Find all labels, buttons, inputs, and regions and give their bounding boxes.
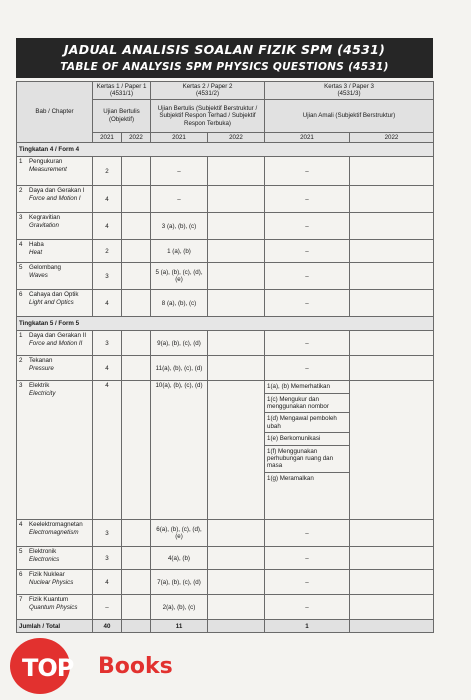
paper3-2021: –: [265, 263, 350, 290]
chapter-cell: [17, 381, 93, 520]
paper3-2021: –: [265, 595, 350, 620]
paper2-2021: 4(a), (b): [151, 547, 208, 570]
chapter-english: Force and Motion II: [29, 339, 83, 347]
chapter-english: Light and Optics: [29, 298, 74, 306]
paper2-2022: [208, 595, 265, 620]
chapter-malay: Daya dan Gerakan I: [29, 187, 85, 195]
paper3-2021: –: [265, 213, 350, 240]
paper2-2022: [208, 381, 265, 520]
chapter-english: Electricity: [29, 389, 56, 397]
chapter-number: 5: [19, 548, 23, 556]
paper3-2021: –: [265, 157, 350, 186]
paper2-2021: 5 (a), (b), (c), (d), (e): [151, 263, 208, 290]
chapter-row: [17, 520, 434, 547]
paper3-2022: [350, 240, 434, 263]
chapter-malay: Keelektromagnetan: [29, 521, 83, 529]
paper1-2022: [122, 381, 151, 520]
paper2-2021: 7(a), (b), (c), (d): [151, 570, 208, 595]
skill-item: 1(f) Menggunakan perhubungan ruang dan masa: [265, 446, 349, 473]
paper2-2022: [208, 547, 265, 570]
paper3-2022: [350, 356, 434, 381]
paper2-2021: –: [151, 157, 208, 186]
paper1-2022: [122, 356, 151, 381]
chapter-malay: Fizik Kuantum: [29, 596, 69, 604]
paper1-2022: [122, 290, 151, 317]
total-paper2: 11: [151, 620, 208, 633]
skill-item: 1(d) Mengawal pemboleh ubah: [265, 413, 349, 433]
paper3-2022: [350, 157, 434, 186]
paper1-2021: 4: [93, 213, 122, 240]
paper3-2022: [350, 331, 434, 356]
chapter-cell: [17, 595, 93, 620]
chapter-number: 5: [19, 264, 23, 272]
header-paper3: Kertas 3 / Paper 3 (4531/3): [265, 82, 434, 100]
paper3-2022: [350, 186, 434, 213]
paper1-2022: [122, 331, 151, 356]
chapter-malay: Fizik Nuklear: [29, 571, 65, 579]
chapter-number: 4: [19, 241, 23, 249]
paper1-2021: 3: [93, 263, 122, 290]
header-paper1: Kertas 1 / Paper 1 (4531/1): [93, 82, 151, 100]
chapter-cell: [17, 570, 93, 595]
paper1-2022: [122, 547, 151, 570]
paper2-2022: [208, 263, 265, 290]
paper1-2022: [122, 570, 151, 595]
chapter-cell: [17, 356, 93, 381]
paper1-2021: 4: [93, 381, 122, 520]
chapter-row: [17, 290, 434, 317]
chapter-row: [17, 157, 434, 186]
chapter-cell: [17, 290, 93, 317]
chapter-malay: Cahaya dan Optik: [29, 291, 79, 299]
chapter-english: Waves: [29, 271, 48, 279]
paper2-2022: [208, 570, 265, 595]
paper1-2021: 4: [93, 290, 122, 317]
paper3-2022: [350, 570, 434, 595]
chapter-number: 4: [19, 521, 23, 529]
section-form4: Tingkatan 4 / Form 4: [17, 143, 434, 157]
chapter-row: [17, 356, 434, 381]
paper2-2021: 11(a), (b), (c), (d): [151, 356, 208, 381]
paper3-2021: –: [265, 356, 350, 381]
chapter-number: 7: [19, 596, 23, 604]
paper1-2022: [122, 263, 151, 290]
chapter-row: [17, 381, 434, 520]
paper2-2021: 6(a), (b), (c), (d), (e): [151, 520, 208, 547]
chapter-cell: [17, 213, 93, 240]
paper3-2021: –: [265, 520, 350, 547]
paper1-2021: 3: [93, 331, 122, 356]
paper1-2022: [122, 213, 151, 240]
paper2-2021: 1 (a), (b): [151, 240, 208, 263]
skill-item: 1(g) Meramalkan: [267, 474, 314, 482]
paper2-2021: 2(a), (b), (c): [151, 595, 208, 620]
chapter-english: Heat: [29, 248, 43, 256]
paper3-2022: [350, 263, 434, 290]
paper1-2021: 4: [93, 570, 122, 595]
chapter-row: [17, 240, 434, 263]
paper1-2021: 2: [93, 240, 122, 263]
paper1-2021: 2: [93, 157, 122, 186]
total-paper1: 40: [93, 620, 122, 633]
chapter-number: 6: [19, 571, 23, 579]
paper2-2021: 10(a), (b), (c), (d): [151, 381, 208, 520]
logo-books-text: Books: [98, 654, 173, 679]
chapter-cell: [17, 240, 93, 263]
header-paper2-type: Ujian Bertulis (Subjektif Berstruktur / Subjektif Respon Terhad / Subjektif Respon Terbuka): [151, 99, 265, 132]
chapter-malay: Gelombang: [29, 264, 61, 272]
paper2-2021: 8 (a), (b), (c): [151, 290, 208, 317]
paper3-2021: [265, 381, 350, 520]
paper1-2022: [122, 520, 151, 547]
chapter-english: Nuclear Physics: [29, 578, 74, 586]
header-year: 2021: [151, 132, 208, 142]
title-banner: [16, 38, 433, 78]
chapter-malay: Elektrik: [29, 382, 50, 390]
chapter-malay: Elektronik: [29, 548, 57, 556]
chapter-row: [17, 331, 434, 356]
header-year: 2021: [265, 132, 350, 142]
chapter-english: Quantum Physics: [29, 603, 78, 611]
chapter-number: 2: [19, 187, 23, 195]
total-label: Jumlah / Total: [17, 620, 93, 633]
chapter-cell: [17, 331, 93, 356]
chapter-english: Gravitation: [29, 221, 59, 229]
chapter-row: [17, 547, 434, 570]
paper1-2022: [122, 186, 151, 213]
logo-top-text: TOP: [22, 654, 74, 682]
chapter-malay: Tekanan: [29, 357, 53, 365]
chapter-cell: [17, 263, 93, 290]
header-chapter: Bab / Chapter: [17, 82, 93, 143]
chapter-row: [17, 595, 434, 620]
chapter-number: 6: [19, 291, 23, 299]
paper2-2022: [208, 290, 265, 317]
paper3-2022: [350, 213, 434, 240]
chapter-number: 3: [19, 214, 23, 222]
paper2-2022: [208, 240, 265, 263]
paper3-2022: [350, 520, 434, 547]
paper3-2021: –: [265, 547, 350, 570]
chapter-number: 1: [19, 332, 23, 340]
paper1-2022: [122, 240, 151, 263]
paper2-2022: [208, 157, 265, 186]
chapter-number: 1: [19, 158, 23, 166]
chapter-english: Electromagnetism: [29, 528, 79, 536]
paper3-2022: [350, 547, 434, 570]
title-english: TABLE OF ANALYSIS SPM PHYSICS QUESTIONS (4531): [60, 61, 389, 73]
chapter-malay: Kegravitian: [29, 214, 60, 222]
header-paper2: Kertas 2 / Paper 2 (4531/2): [151, 82, 265, 100]
paper2-2022: [208, 356, 265, 381]
paper3-2021: –: [265, 186, 350, 213]
paper3-2022: [350, 290, 434, 317]
total-paper3: 1: [265, 620, 350, 633]
paper2-2022: [208, 331, 265, 356]
chapter-row: [17, 570, 434, 595]
paper1-2021: 3: [93, 520, 122, 547]
chapter-cell: [17, 547, 93, 570]
title-malay: JADUAL ANALISIS SOALAN FIZIK SPM (4531): [63, 42, 386, 57]
chapter-cell: [17, 520, 93, 547]
skill-item: 1(c) Mengukur dan menggunakan nombor: [265, 394, 349, 414]
paper1-2021: 3: [93, 547, 122, 570]
paper1-2022: [122, 157, 151, 186]
chapter-number: 2: [19, 357, 23, 365]
chapter-malay: Haba: [29, 241, 44, 249]
chapter-malay: Pengukuran: [29, 158, 63, 166]
chapter-row: [17, 213, 434, 240]
paper1-2021: –: [93, 595, 122, 620]
paper1-2021: 4: [93, 186, 122, 213]
header-paper3-type: Ujian Amali (Subjektif Berstruktur): [265, 99, 434, 132]
analysis-table: [16, 81, 434, 633]
chapter-english: Pressure: [29, 364, 54, 372]
chapter-english: Force and Motion I: [29, 194, 81, 202]
paper3-2021: –: [265, 240, 350, 263]
paper2-2022: [208, 186, 265, 213]
header-paper1-type: Ujian Bertulis (Objektif): [93, 99, 151, 132]
paper1-2021: 4: [93, 356, 122, 381]
paper1-2022: [122, 595, 151, 620]
skill-item: 1(a), (b) Memerhatikan: [265, 381, 349, 393]
chapter-cell: [17, 186, 93, 213]
header-year: 2022: [208, 132, 265, 142]
chapter-cell: [17, 157, 93, 186]
paper3-2021: –: [265, 570, 350, 595]
paper2-2022: [208, 520, 265, 547]
chapter-english: Measurement: [29, 165, 67, 173]
header-year: 2022: [122, 132, 151, 142]
chapter-row: [17, 263, 434, 290]
header-year: 2021: [93, 132, 122, 142]
section-form5: Tingkatan 5 / Form 5: [17, 317, 434, 331]
topbooks-logo: [10, 636, 190, 696]
paper3-2022: [350, 595, 434, 620]
header-year: 2022: [350, 132, 434, 142]
paper2-2021: 9(a), (b), (c), (d): [151, 331, 208, 356]
chapter-malay: Daya dan Gerakan II: [29, 332, 87, 340]
paper3-2021: –: [265, 290, 350, 317]
paper2-2021: –: [151, 186, 208, 213]
paper3-2021: –: [265, 331, 350, 356]
chapter-english: Electronics: [29, 555, 60, 563]
chapter-number: 3: [19, 382, 23, 390]
paper2-2021: 3 (a), (b), (c): [151, 213, 208, 240]
chapter-row: [17, 186, 434, 213]
paper2-2022: [208, 213, 265, 240]
skill-item: 1(e) Berkomunikasi: [265, 433, 349, 445]
paper3-2022: [350, 381, 434, 520]
